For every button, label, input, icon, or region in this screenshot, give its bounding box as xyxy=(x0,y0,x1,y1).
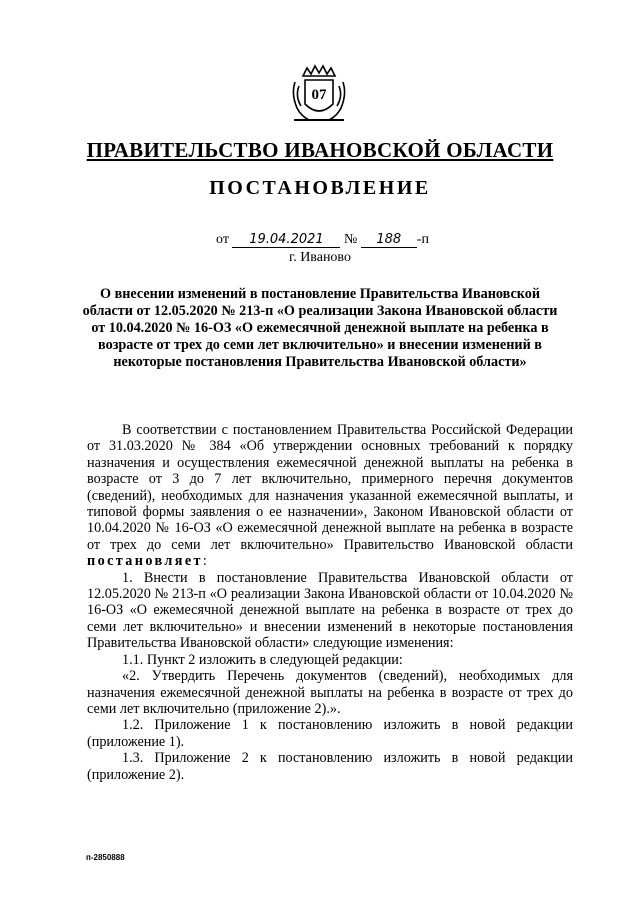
emblem-letters: 07 xyxy=(311,87,327,103)
number-prefix: № xyxy=(343,232,358,247)
footer-code: п-2850888 xyxy=(86,853,125,862)
document-number: 188 xyxy=(361,232,417,248)
preamble-paragraph xyxy=(87,422,573,570)
city: г. Иваново xyxy=(289,250,351,265)
document-title: О внесении изменений в постановление Правительства Ивановской области от 12.05.2020 № 213-п «О реализации Закона Ивановской области от 10.04.2020 № 16-ОЗ «О ежемесячной денежной выплате на ребенка в возрасте от трех до семи лет включительно» и внесении изменений в некоторые постановления Правительства Ивановской области» xyxy=(82,286,558,370)
item-1-3: 1.3. Приложение 2 к постановлению изложить в новой редакции (приложение 2). xyxy=(87,750,573,783)
item-1-1: 1.1. Пункт 2 изложить в следующей редакции: xyxy=(122,651,403,668)
decree-word: постановляет xyxy=(87,553,203,570)
document-date: 19.04.2021 xyxy=(232,232,340,248)
item-1-1-text: «2. Утвердить Перечень документов (сведений), необходимых для назначения ежемесячной денежной выплаты на ребенка в возрасте от трех до семи лет включительно (приложение 2).». xyxy=(87,668,573,717)
preamble-end: : xyxy=(202,553,207,570)
item-1: 1. Внести в постановление Правительства Ивановской области от 12.05.2020 № 213-п «О реализации Закона Ивановской области от 10.04.2020 № 16-ОЗ «О ежемесячной денежной выплате на ребенка в возрасте от трех до семи лет включительно» и внесении изменений в некоторые постановления Правительства Ивановской области» следующие изменения: xyxy=(87,569,573,652)
number-suffix: -п xyxy=(416,232,429,247)
document-body xyxy=(87,422,573,783)
item-1-2: 1.2. Приложение 1 к постановлению изложить в новой редакции (приложение 1). xyxy=(87,717,573,750)
document-type: ПОСТАНОВЛЕНИЕ xyxy=(209,177,431,199)
coat-of-arms-emblem xyxy=(291,62,347,124)
date-prefix: от xyxy=(216,232,229,247)
organization-name: ПРАВИТЕЛЬСТВО ИВАНОВСКОЙ ОБЛАСТИ xyxy=(86,138,554,162)
preamble-text: В соответствии с постановлением Правительства Российской Федерации от 31.03.2020 № 384 «Об утверждении основных требований к порядку назначения и осуществления ежемесячной денежной выплаты на ребенка в возрасте от 3 до 7 лет включительно, примерного перечня документов (сведений), необходимых для назначения указанной ежемесячной выплаты, и типовой формы заявления о ее назначении», Законом Ивановской области от 10.04.2020 № 16-ОЗ «О ежемесячной денежной выплате на ребенка в возрасте от трех до семи лет включительно» Правительство Ивановской области xyxy=(87,422,573,553)
date-number-line xyxy=(216,232,429,248)
